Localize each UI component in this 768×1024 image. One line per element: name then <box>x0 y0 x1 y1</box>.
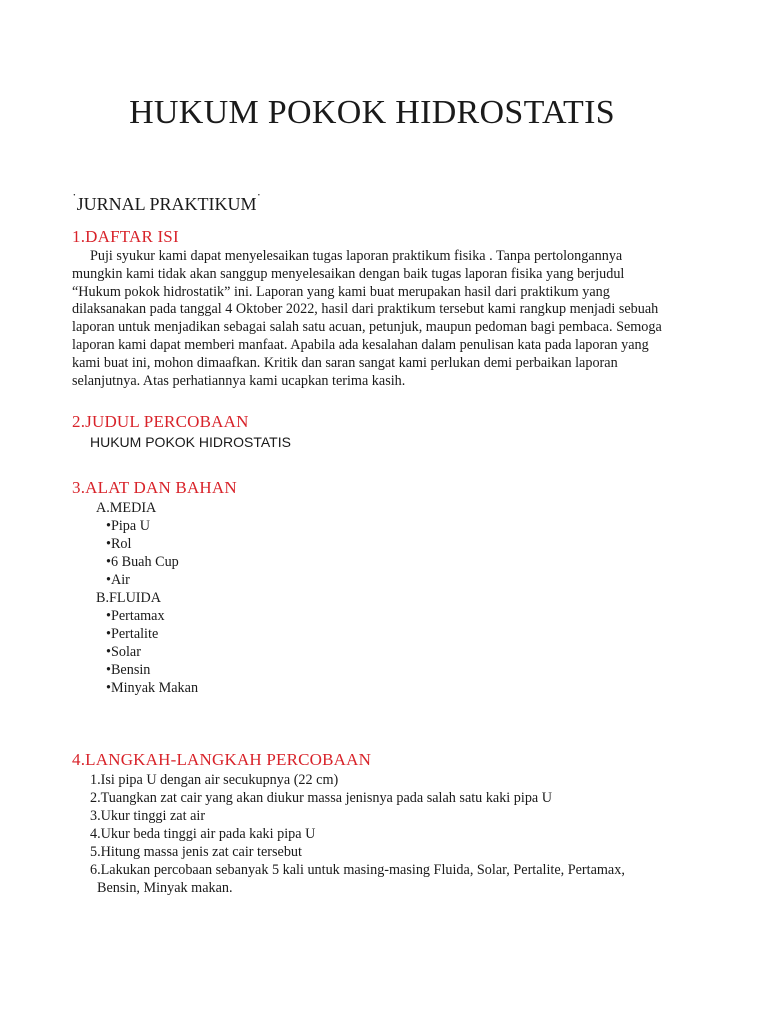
list-item: 4.Ukur beda tinggi air pada kaki pipa U <box>90 826 316 842</box>
list-item: 1.Isi pipa U dengan air secukupnya (22 cm) <box>90 772 339 788</box>
subtitle-text: JURNAL PRAKTIKUM <box>76 194 257 214</box>
list-item: 5.Hitung massa jenis zat cair tersebut <box>90 844 302 860</box>
list-item: •Pertamax <box>106 608 165 624</box>
list-item: 3.Ukur tinggi zat air <box>90 808 206 824</box>
section-heading-daftar-isi: 1.DAFTAR ISI <box>72 227 179 246</box>
document-subtitle <box>72 192 261 215</box>
list-item: 6.Lakukan percobaan sebanyak 5 kali untuk masing-masing Fluida, Solar, Pertalite, Pertamax, <box>90 862 625 878</box>
list-item: •6 Buah Cup <box>106 554 179 570</box>
subtitle-mark-right: ˙ <box>256 192 262 207</box>
list-item: •Minyak Makan <box>106 680 199 696</box>
section-heading-alat: 3.ALAT DAN BAHAN <box>72 478 237 497</box>
list-item: •Bensin <box>106 662 151 678</box>
section-heading-langkah: 4.LANGKAH-LANGKAH PERCOBAAN <box>72 750 372 769</box>
list-item: •Solar <box>106 644 141 660</box>
document-title: HUKUM POKOK HIDROSTATIS <box>129 94 615 131</box>
subtitle-mark-left: ˙ <box>72 192 77 207</box>
media-label: A.MEDIA <box>96 500 157 516</box>
list-item: 2.Tuangkan zat cair yang akan diukur massa jenisnya pada salah satu kaki pipa U <box>90 790 553 806</box>
judul-text: HUKUM POKOK HIDROSTATIS <box>90 434 291 450</box>
list-item: •Rol <box>106 536 132 552</box>
list-item: •Pipa U <box>106 518 150 534</box>
list-item: •Air <box>106 572 130 588</box>
section-heading-judul: 2.JUDUL PERCOBAAN <box>72 412 249 431</box>
daftar-isi-paragraph: Puji syukur kami dapat menyelesaikan tugas laporan praktikum fisika . Tanpa pertolongannya mungkin kami tidak akan sanggup menyelesaikan dengan baik tugas laporan fisika yang berjudul “Hukum pokok hidrostatik” ini. Laporan yang kami buat merupakan hasil dari praktikum yang dilaksanakan pada tanggal 4 Oktober 2022, hasil dari praktikum tersebut kami rangkup menjadi sebuah laporan untuk menjadikan sebagai salah satu acuan, petunjuk, maupun pedoman bagi pembaca. Semoga laporan kami dapat memberi manfaat. Apabila ada kesalahan dalam penulisan kata pada laporan yang kami buat ini, mohon dimaafkan. Kritik dan saran sangat kami perlukan demi perbaikan laporan selanjutnya. Atas perhatiannya kami ucapkan terima kasih. <box>72 248 662 389</box>
list-item: •Pertalite <box>106 626 159 642</box>
fluida-label: B.FLUIDA <box>96 590 162 606</box>
list-item-continuation: Bensin, Minyak makan. <box>97 880 233 896</box>
